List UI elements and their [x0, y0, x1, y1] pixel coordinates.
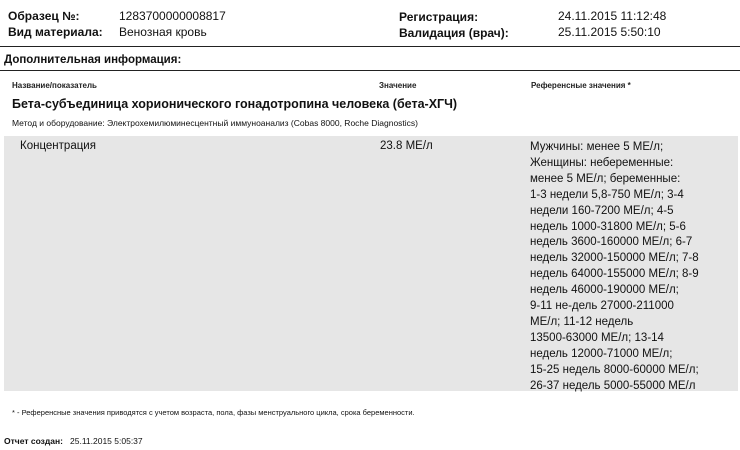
- reference-line: недель 1000-31800 МЕ/л; 5-6: [530, 220, 686, 233]
- report-created-value: 25.11.2015 5:05:37: [70, 436, 143, 446]
- reference-line: 9-11 не-дель 27000-211000: [530, 300, 674, 313]
- validation-value: 25.11.2015 5:50:10: [558, 25, 661, 39]
- result-value: 23.8 МЕ/л: [380, 140, 433, 152]
- reference-line: 15-25 недель 8000-60000 МЕ/л;: [530, 363, 699, 376]
- column-header-value: Значение: [379, 81, 417, 90]
- registration-value: 24.11.2015 11:12:48: [558, 9, 667, 23]
- section-divider: [0, 70, 740, 71]
- material-type-value: Венозная кровь: [119, 25, 207, 39]
- material-type-label: Вид материала:: [8, 25, 103, 39]
- reference-line: 26-37 недель 5000-55000 МЕ/л: [530, 379, 696, 392]
- reference-line: МЕ/л; 11-12 недель: [530, 315, 634, 328]
- report-created-label: Отчет создан:: [4, 436, 63, 446]
- test-title: Бета-субъединица хорионического гонадотропина человека (бета-ХГЧ): [12, 97, 458, 111]
- reference-footnote: * - Референсные значения приводятся с учетом возраста, пола, фазы менструального цикла, срока беременности.: [12, 408, 415, 417]
- reference-line: недели 160-7200 МЕ/л; 4-5: [530, 204, 674, 217]
- reference-line: 1-3 недели 5,8-750 МЕ/л; 3-4: [530, 188, 684, 201]
- registration-label: Регистрация:: [399, 10, 479, 24]
- reference-line: 13500-63000 МЕ/л; 13-14: [530, 331, 664, 344]
- reference-line: недель 3600-160000 МЕ/л; 6-7: [530, 236, 693, 249]
- reference-line: менее 5 МЕ/л; беременные:: [530, 172, 681, 185]
- extra-info-label: Дополнительная информация:: [4, 54, 182, 66]
- sample-number-label: Образец №:: [8, 9, 80, 23]
- reference-line: недель 46000-190000 МЕ/л;: [530, 284, 679, 297]
- reference-line: недель 32000-150000 МЕ/л; 7-8: [530, 252, 699, 265]
- test-method: Метод и оборудование: Электрохемилюминесцентный иммуноанализ (Cobas 8000, Roche Diagnostics): [12, 118, 419, 128]
- reference-values: [530, 140, 720, 395]
- reference-line: Женщины: небеременные:: [530, 156, 674, 169]
- reference-line: недель 64000-155000 МЕ/л; 8-9: [530, 268, 699, 281]
- column-header-reference: Референсные значения *: [531, 81, 631, 90]
- column-header-name: Название/показатель: [12, 81, 97, 90]
- sample-number-value: 1283700000008817: [119, 9, 226, 23]
- header-divider: [0, 46, 740, 47]
- validation-label: Валидация (врач):: [399, 26, 509, 40]
- result-name: Концентрация: [20, 140, 96, 152]
- reference-line: Мужчины: менее 5 МЕ/л;: [530, 141, 664, 153]
- reference-line: недель 12000-71000 МЕ/л;: [530, 347, 673, 360]
